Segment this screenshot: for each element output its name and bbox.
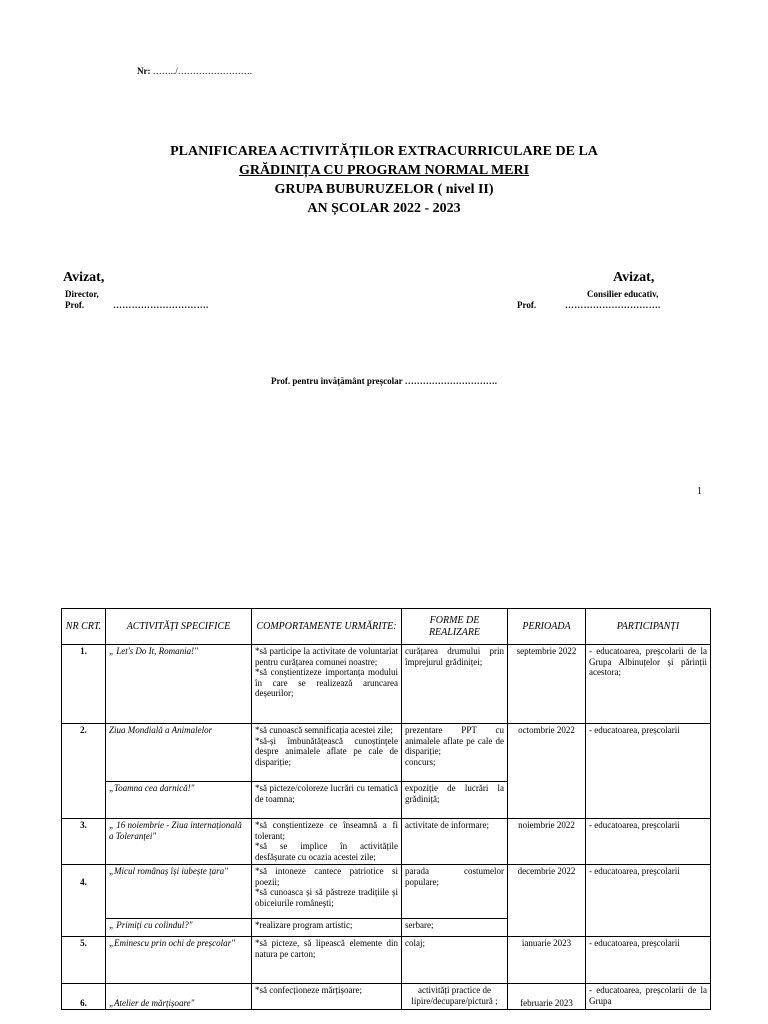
row-participanti: - educatoarea, preșcolarii de la Grupa [586, 984, 711, 1010]
row-participanti: - educatoarea, preșcolarii de la Grupa Albinuțelor și părinții acestora; [586, 645, 711, 724]
row-comportamente: *să cunoască semnificația acestei zile; *să-și îmbunătățească cunoștințele despre animalele aflate pe cale de dispariție; [252, 724, 402, 782]
avizat-left-role: Director, [65, 289, 99, 299]
row-forme: serbare; [402, 919, 508, 937]
row-comportamente: *să participe la activitate de voluntariat pentru curățarea comunei noastre; *să conștientizeze importanța modului în care se realizează aruncarea deșeurilor; [252, 645, 402, 724]
activities-table [61, 608, 711, 1010]
row-comportamente: *să intoneze cantece patriotice si poezii; *să cunoasca și să păstreze tradițiile și obiceiurile românești; [252, 865, 402, 919]
avizat-right-role: Consilier educativ, [587, 289, 659, 299]
row-participanti: - educatoarea, preșcolarii [586, 724, 711, 819]
row-comportamente: *să confecționeze mărțișoare; [252, 984, 402, 1010]
avizat-left-heading: Avizat, [63, 270, 105, 285]
header-forme: FORME DE REALIZARE [402, 609, 508, 645]
document-number [137, 66, 252, 76]
nr-dots: ……../……………………. [152, 66, 253, 76]
table-row [62, 819, 711, 865]
row-comportamente: *să picteze/coloreze lucrări cu tematică de toamna; [252, 782, 402, 819]
row-activitate: Ziua Mondială a Animalelor [106, 724, 252, 782]
row-forme: activități practice de lipire/decupare/pictură ; [402, 984, 508, 1010]
row-comportamente: *să conștientizeze ce înseamnă a fi tolerant; *să se implice în activitățile desfășurate cu ocazia acestei zile; [252, 819, 402, 865]
table-row [62, 645, 711, 724]
row-perioada: decembrie 2022 [508, 865, 586, 937]
row-participanti: - educatoarea, preșcolarii [586, 819, 711, 865]
row-comportamente: *realizare program artistic; [252, 919, 402, 937]
avizat-right-heading: Avizat, [613, 270, 655, 285]
header-activitati: ACTIVITĂȚI SPECIFICE [106, 609, 252, 645]
row-perioada: octombrie 2022 [508, 724, 586, 819]
row-activitate: „Eminescu prin ochi de preșcolar" [106, 937, 252, 984]
row-forme: colaj; [402, 937, 508, 984]
page-number: 1 [697, 486, 702, 497]
title-line-4: AN ȘCOLAR 2022 - 2023 [307, 201, 461, 216]
row-activitate: „Atelier de mărțișoare" [106, 984, 252, 1010]
header-comportamente: COMPORTAMENTE URMĂRITE: [252, 609, 402, 645]
row-participanti: - educatoarea, preșcolarii [586, 937, 711, 984]
row-perioada: septembrie 2022 [508, 645, 586, 724]
row-participanti: - educatoarea, preșcolarii [586, 865, 711, 937]
row-perioada: ianuarie 2023 [508, 937, 586, 984]
row-forme: activitate de informare; [402, 819, 508, 865]
avizat-right-dots: …………………………. [565, 300, 661, 310]
prof-prescolar-line: Prof. pentru învățământ preșcolar …………………………. [271, 376, 497, 386]
title-line-3: GRUPA BUBURUZELOR ( nivel II) [274, 182, 494, 197]
row-activitate: „Toamna cea darnică!" [106, 782, 252, 819]
row-nr: 4. [62, 865, 106, 937]
table-row [62, 865, 711, 919]
table-header-row [62, 609, 711, 645]
row-comportamente: *să picteze, să lipească elemente din natura pe carton; [252, 937, 402, 984]
row-nr: 5. [62, 937, 106, 984]
row-activitate: „ 16 noiembrie - Ziua internațională a Toleranței" [106, 819, 252, 865]
header-nr: NR CRT. [62, 609, 106, 645]
row-perioada: februarie 2023 [508, 984, 586, 1010]
row-activitate: „ Primiți cu colindul?" [106, 919, 252, 937]
row-forme: prezentare PPT cu animalele aflate pe cale de dispariție; concurs; [402, 724, 508, 782]
avizat-right-prof: Prof. [517, 300, 537, 310]
nr-label: Nr: [137, 66, 151, 76]
header-participanti: PARTICIPANȚI [586, 609, 711, 645]
table-row [62, 937, 711, 984]
row-nr: 3. [62, 819, 106, 865]
row-nr: 1. [62, 645, 106, 724]
row-activitate: „ Let's Do It, Romania!" [106, 645, 252, 724]
row-perioada: noiembrie 2022 [508, 819, 586, 865]
title-line-2: GRĂDINIȚA CU PROGRAM NORMAL MERI [238, 163, 530, 178]
row-nr: 2. [62, 724, 106, 819]
avizat-left-dots: …………………………. [113, 300, 209, 310]
table-row [62, 984, 711, 1010]
row-forme: expoziție de lucrări la grădiniță; [402, 782, 508, 819]
row-activitate: „Micul românaș își iubește țara" [106, 865, 252, 919]
row-nr: 6. [62, 984, 106, 1010]
row-forme: curățarea drumului prin împrejurul grădiniței; [402, 645, 508, 724]
row-forme: parada costumelor populare; [402, 865, 508, 919]
title-line-1: PLANIFICAREA ACTIVITĂȚILOR EXTRACURRICULARE DE LA [170, 144, 598, 159]
header-perioada: PERIOADA [508, 609, 586, 645]
avizat-left-prof: Prof. [65, 300, 85, 310]
table-row [62, 724, 711, 782]
